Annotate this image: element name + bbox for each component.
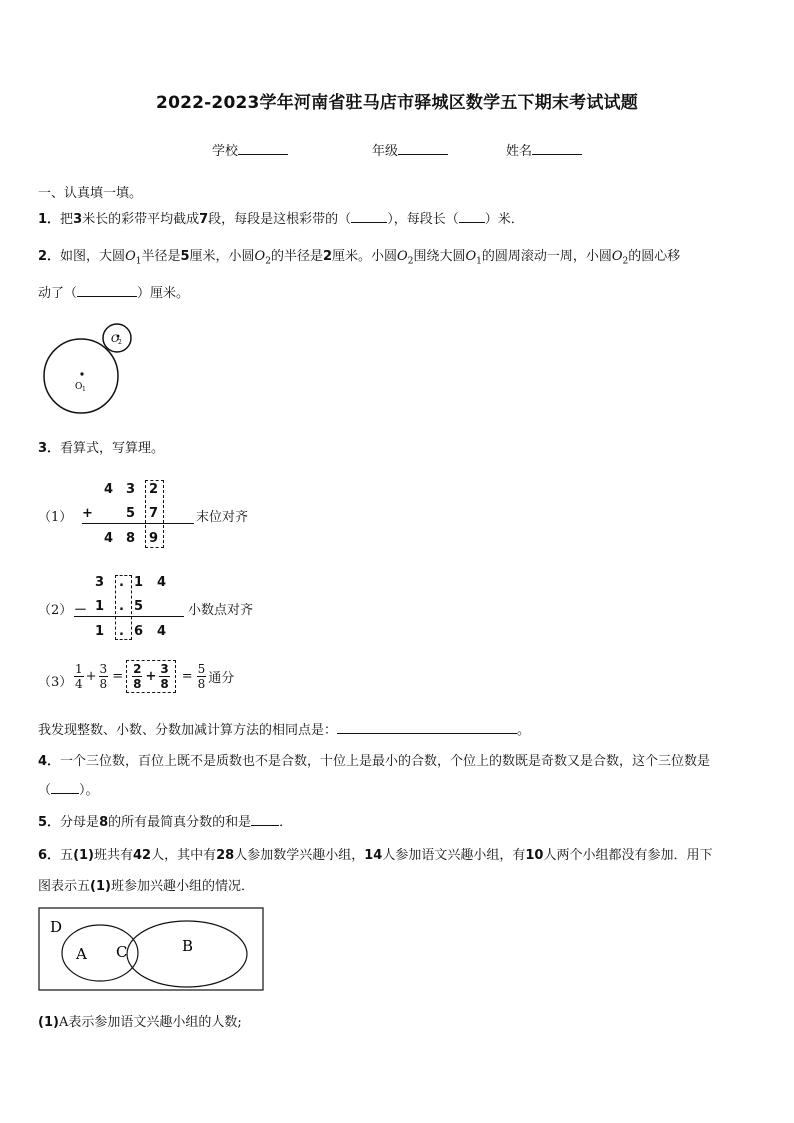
question-2-line-2: 动了（ ）厘米。 <box>38 282 189 301</box>
q2-blank[interactable] <box>77 283 137 297</box>
circles-figure <box>36 320 146 420</box>
venn-label-d: D <box>50 918 63 936</box>
school-field[interactable] <box>212 140 288 159</box>
q4-blank[interactable] <box>51 780 79 794</box>
p1-digit: 8 <box>126 531 136 546</box>
venn-diagram <box>38 907 266 993</box>
p1-plus: + <box>82 506 93 521</box>
p1-digit: 5 <box>126 506 136 521</box>
q5-blank[interactable] <box>251 812 279 826</box>
p2-dot: . <box>119 624 124 639</box>
name-field[interactable] <box>506 140 582 159</box>
name-label: 姓名 <box>506 144 533 159</box>
fraction-2-8: $\frac{2}{8}$ <box>133 662 142 691</box>
label-o2-sub: 2 <box>118 339 122 346</box>
large-circle <box>44 339 118 413</box>
p3-note: 通分 <box>208 671 235 686</box>
p2-digit: 5 <box>134 599 144 614</box>
p1-digit: 9 <box>149 531 159 546</box>
q3-part1-label: （1） <box>38 510 73 525</box>
p2-note: 小数点对齐 <box>188 603 254 618</box>
p1-digit: 3 <box>126 482 136 497</box>
label-o1: O <box>75 382 83 392</box>
question-5: 5．分母是8的所有最简真分数的和是 ． <box>38 811 292 830</box>
p1-digit: 2 <box>149 482 159 497</box>
name-blank[interactable] <box>532 141 582 155</box>
p2-digit: 6 <box>134 624 144 639</box>
p1-note: 末位对齐 <box>196 510 249 525</box>
p3-dashed-box: $\frac{2}{8}$ + $\frac{3}{8}$ <box>126 660 176 693</box>
grade-label: 年级 <box>372 144 399 159</box>
label-o2: O <box>111 334 120 345</box>
q1-blank-1[interactable] <box>351 209 387 223</box>
section-heading: 一、认真填一填。 <box>38 186 143 201</box>
venn-label-b: B <box>182 937 194 955</box>
fraction-1-4: $\frac{1}{4}$ <box>75 662 83 691</box>
grade-blank[interactable] <box>398 141 448 155</box>
p1-dashed-box <box>145 480 164 548</box>
p1-digit: 4 <box>104 482 114 497</box>
q6-sub-1: (1)A表示参加语文兴趣小组的人数; <box>38 1015 242 1030</box>
question-2: 2．如图，大圆$O_1$半径是5厘米，小圆$O_2$的半径是2厘米。小圆$O_2$围绕大圆$O_1$的圆周滚动一周，小圆$O_2$的圆心移 <box>38 249 681 267</box>
fraction-3-8-bold: $\frac{3}{8}$ <box>160 662 169 691</box>
question-6-line-2: 图表示五(1)班参加兴趣小组的情况． <box>38 879 254 894</box>
p2-digit: 1 <box>95 624 105 639</box>
p2-digit: 1 <box>95 599 105 614</box>
p1-digit: 4 <box>104 531 114 546</box>
p2-dot: . <box>119 599 124 614</box>
fraction-5-8: $\frac{5}{8}$ <box>197 662 206 691</box>
q1-blank-2[interactable] <box>459 209 485 223</box>
school-label: 学校 <box>212 144 239 159</box>
p2-minus: － <box>74 603 88 618</box>
question-6: 6．五(1)班共有42人，其中有28人参加数学兴趣小组，14人参加语文兴趣小组，有10人两个小组都没有参加．用下 <box>38 848 713 863</box>
venn-label-a: A <box>76 945 87 963</box>
p2-digit: 1 <box>134 575 144 590</box>
q3-part3-label: （3） <box>38 675 73 690</box>
p2-digit: 3 <box>95 575 105 590</box>
question-4-line-2: （ ）。 <box>38 779 99 798</box>
page-title: 2022-2023学年河南省驻马店市驿城区数学五下期末考试试题 <box>156 93 638 113</box>
p1-sum-line <box>82 523 194 524</box>
q3-part2-label: （2） <box>38 603 73 618</box>
large-circle-center <box>80 372 83 375</box>
p1-digit: 7 <box>149 506 159 521</box>
question-3: 3．看算式，写算理。 <box>38 441 165 456</box>
grade-field[interactable] <box>372 140 448 159</box>
label-o1-sub: 1 <box>82 386 86 393</box>
q3-summary-blank[interactable] <box>337 720 517 734</box>
school-blank[interactable] <box>238 141 288 155</box>
venn-label-c: C <box>116 943 128 961</box>
p3-expression: $\frac{1}{4}$ + $\frac{3}{8}$ = $\frac{2}{8}$ + $\frac{3}{8}$ = $\frac{5}{8}$ 通分 <box>75 662 235 691</box>
p2-digit: 4 <box>157 575 167 590</box>
question-1: 1．把3米长的彩带平均截成7段，每段是这根彩带的（ ），每段长（ ）米． <box>38 208 524 227</box>
p2-digit: 4 <box>157 624 167 639</box>
question-4: 4．一个三位数，百位上既不是质数也不是合数，十位上是最小的合数，个位上的数既是奇数又是合数，这个三位数是 <box>38 754 711 769</box>
p2-dot: . <box>119 575 124 590</box>
p2-dashed-box <box>115 575 132 640</box>
fraction-3-8: $\frac{3}{8}$ <box>99 662 108 691</box>
q3-summary: 我发现整数、小数、分数加减计算方法的相同点是： 。 <box>38 719 530 738</box>
